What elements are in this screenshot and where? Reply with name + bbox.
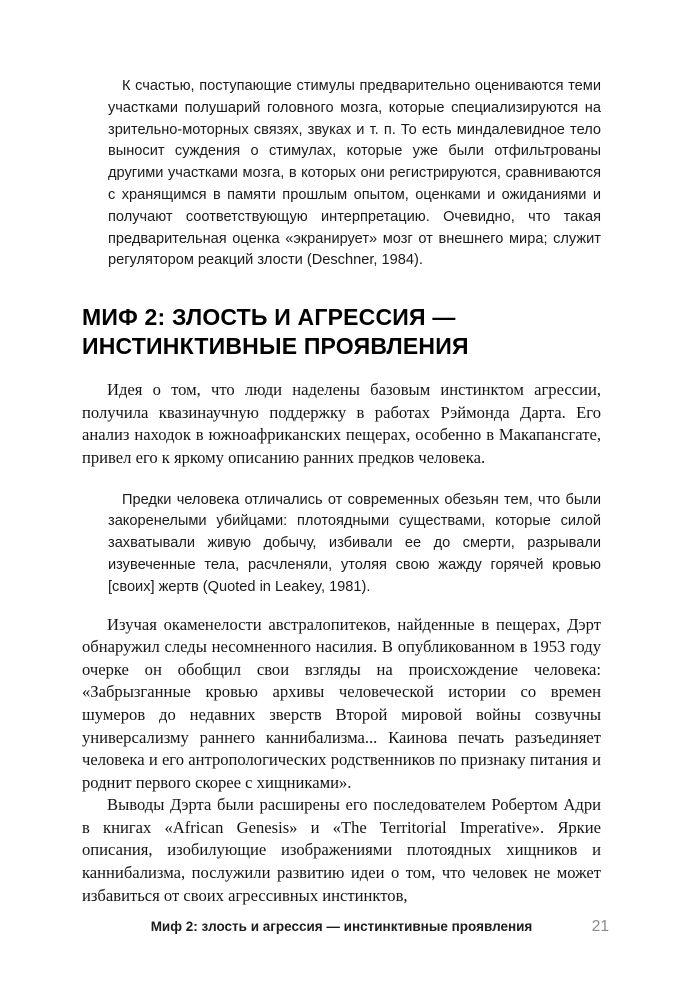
body-paragraph-2: Изучая окаменелости австралопитеков, найденные в пещерах, Дэрт обнаружил следы несомненного насилия. В опубликованном в 1953 году очерке он обобщил свои взгляды на происхождение человека: «Забрызганные кровью архивы человеческой истории со времен шумеров до недавних зверств Второй мировой войны созвучны универсализму раннего каннибализма... Каинова печать разъединяет человека и его антропологических родственников по признаку питания и роднит первого скорее с хищниками». — [82, 614, 601, 792]
footer — [82, 916, 609, 938]
body-paragraph-1: Идея о том, что люди наделены базовым инстинктом агрессии, получила квазинаучную поддержку в работах Рэймонда Дарта. Его анализ находок в южноафриканских пещерах, особенно в Макапансгате, привел его к яркому описанию ранних предков человека. — [82, 380, 601, 467]
quote-blockquote: Предки человека отличались от современных обезьян тем, что были закоренелыми убийцами: плотоядными существами, которые силой захватывали живую добычу, избивали ее до смерти, разрывали изувеченные тела, расчленяли, утоляя свою жажду горячей кровью [своих] жертв (Quoted in Leakey, 1981). — [108, 491, 601, 595]
body-paragraph-3: Выводы Дэрта были расширены его последователем Робертом Адри в книгах «African Genesis» и «The Territorial Imperative». Яркие описания, изобилующие изображениями плотоядных хищников и каннибализма, послужили развитию идеи о том, что человек не может избавиться от своих агрессивных инстинктов, — [82, 795, 601, 905]
section-heading — [82, 303, 601, 361]
running-footer-title: Миф 2: злость и агрессия — инстинктивные проявления — [150, 919, 533, 934]
page-number: 21 — [591, 918, 609, 935]
section-heading-line1: МИФ 2: ЗЛОСТЬ И АГРЕССИЯ — — [82, 304, 456, 331]
section-heading-line2: ИНСТИНКТИВНЫЕ ПРОЯВЛЕНИЯ — [82, 333, 469, 360]
intro-blockquote: К счастью, поступающие стимулы предварительно оцениваются теми участками полушарий головного мозга, которые специализируются на зрительно-моторных связях, звуках и т. п. То есть миндалевидное тело выносит суждения о стимулах, которые уже были отфильтрованы другими участками мозга, в которых они регистрируются, сравниваются с хранящимся в памяти прошлым опытом, оценками и ожиданиями и получают соответствующую интерпретацию. Очевидно, что такая предварительная оценка «экранирует» мозг от внешнего мира; служит регулятором реакций злости (Deschner, 1984). — [108, 78, 601, 269]
